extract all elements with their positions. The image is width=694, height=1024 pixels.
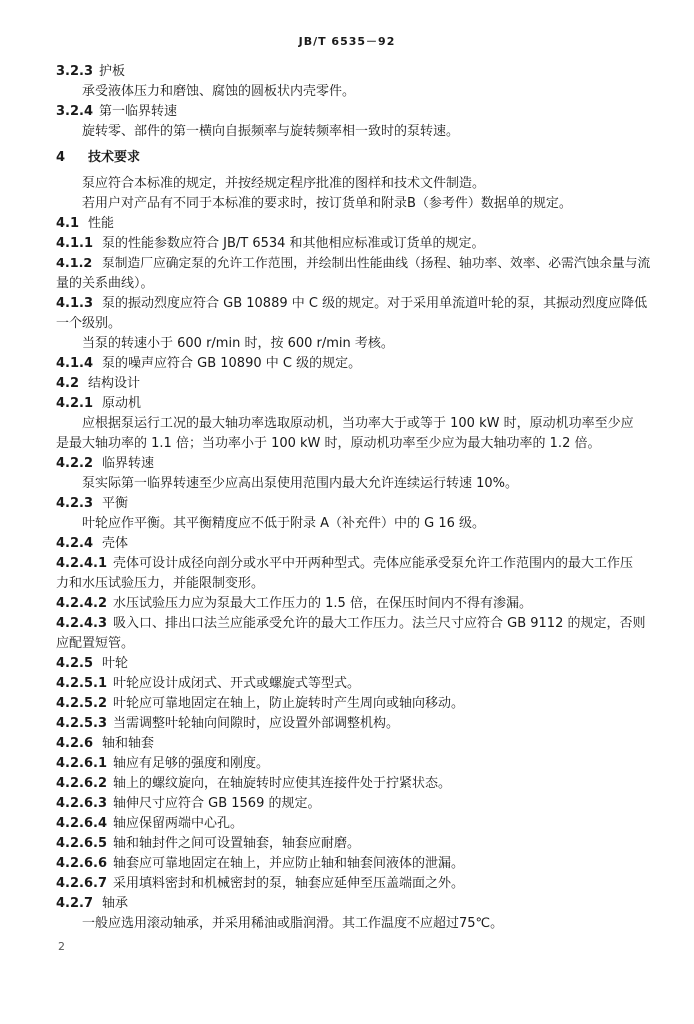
clause-title: 性能	[88, 216, 115, 231]
clause-4-1	[56, 214, 654, 234]
clause-title: 轴和轴套	[102, 736, 155, 751]
clause-4-2-4	[56, 534, 654, 554]
clause-number: 4.2.4	[56, 536, 94, 551]
clause-4-2-5-1	[56, 674, 654, 694]
clause-4-2-6-5	[56, 834, 654, 854]
clause-title: 结构设计	[88, 376, 141, 391]
section-number: 4	[56, 150, 66, 165]
clause-number: 4.1.2	[56, 256, 93, 271]
clause-4-2-6-3	[56, 794, 654, 814]
clause-number: 4.2.6.4	[56, 816, 107, 831]
clause-number: 4.1.3	[56, 296, 94, 311]
clause-text: 轴上的螺纹旋向，在轴旋转时应使其连接件处于拧紧状态。	[113, 776, 452, 791]
clause-number: 4.2.5.3	[56, 716, 107, 731]
clause-text: 叶轮应设计成闭式、开式或螺旋式等型式。	[113, 676, 361, 691]
clause-4-2-5-2	[56, 694, 654, 714]
clause-text: 泵的性能参数应符合 JB/T 6534 和其他相应标准或订货单的规定。	[102, 236, 485, 251]
clause-number: 4.2.5.2	[56, 696, 107, 711]
page-number: 2	[58, 940, 65, 953]
paragraph: 泵应符合本标准的规定，并按经规定程序批准的图样和技术文件制造。	[82, 176, 486, 191]
clause-4-1-1	[56, 234, 654, 254]
clause-text: 轴和轴封件之间可设置轴套，轴套应耐磨。	[113, 836, 361, 851]
paragraph-continuation: 是最大轴功率的 1.1 倍；当功率小于 100 kW 时，原动机功率至少应为最大轴功率的 1.2 倍。	[56, 436, 601, 451]
clause-text: 水压试验压力应为泵最大工作压力的 1.5 倍，在保压时间内不得有渗漏。	[113, 596, 532, 611]
clause-number: 4.2.6.3	[56, 796, 107, 811]
paragraph: 承受液体压力和磨蚀、腐蚀的圆板状内壳零件。	[82, 84, 356, 99]
clause-text: 轴套应可靠地固定在轴上，并应防止轴和轴套间液体的泄漏。	[113, 856, 465, 871]
clause-4-2-4-2	[56, 594, 654, 614]
clause-number: 4.2.2	[56, 456, 94, 471]
paragraph: 旋转零、部件的第一横向自振频率与旋转频率相一致时的泵转速。	[82, 124, 460, 139]
clause-number: 3.2.3	[56, 64, 94, 79]
clause-number: 3.2.4	[56, 104, 94, 119]
clause-4-2-4-3	[56, 614, 654, 634]
clause-4-2-6-6	[56, 854, 654, 874]
clause-number: 4.2.4.1	[56, 556, 107, 571]
clause-number: 4.2.6.5	[56, 836, 107, 851]
clause-title: 临界转速	[102, 456, 155, 471]
clause-text: 轴应有足够的强度和刚度。	[113, 756, 270, 771]
clause-title: 平衡	[102, 496, 129, 511]
clause-4-2-6-4	[56, 814, 654, 834]
clause-number: 4.2.3	[56, 496, 94, 511]
clause-text: 叶轮应可靠地固定在轴上，防止旋转时产生周向或轴向移动。	[113, 696, 465, 711]
clause-number: 4.1.4	[56, 356, 94, 371]
clause-title: 轴承	[102, 896, 129, 911]
clause-number: 4.2.7	[56, 896, 94, 911]
clause-number: 4.2.4.2	[56, 596, 107, 611]
clause-number: 4.2.6.7	[56, 876, 107, 891]
paragraph: 泵实际第一临界转速至少应高出泵使用范围内最大允许连续运行转速 10%。	[82, 476, 519, 491]
paragraph-continuation: 力和水压试验压力，并能限制变形。	[56, 576, 265, 591]
clause-title: 壳体	[102, 536, 129, 551]
clause-4-2-6-7	[56, 874, 654, 894]
document-body	[56, 62, 654, 934]
paragraph: 叶轮应作平衡。其平衡精度应不低于附录 A（补充件）中的 G 16 级。	[82, 516, 486, 531]
paragraph-continuation: 量的关系曲线）。	[56, 276, 154, 291]
clause-title: 第一临界转速	[99, 104, 178, 119]
section-title: 技术要求	[88, 150, 141, 165]
clause-number: 4.1.1	[56, 236, 94, 251]
clause-text: 壳体可设计成径向剖分或水平中开两种型式。壳体应能承受泵允许工作范围内的最大工作压	[113, 556, 634, 571]
clause-4-2-5-3	[56, 714, 654, 734]
clause-number: 4.2.4.3	[56, 616, 107, 631]
clause-text: 轴伸尺寸应符合 GB 1569 的规定。	[113, 796, 321, 811]
paragraph-continuation: 一个级别。	[56, 316, 122, 331]
clause-4-2-6-2	[56, 774, 654, 794]
clause-4-1-3	[56, 294, 654, 314]
clause-4-2-6-1	[56, 754, 654, 774]
clause-title: 原动机	[102, 396, 142, 411]
paragraph: 应根据泵运行工况的最大轴功率选取原动机，当功率大于或等于 100 kW 时，原动机功率至少应	[82, 416, 634, 431]
clause-title: 护板	[99, 64, 126, 79]
standard-header: JB/T 6535－92	[298, 35, 396, 48]
paragraph: 若用户对产品有不同于本标准的要求时，按订货单和附录B（参考件）数据单的规定。	[82, 196, 572, 211]
clause-4-2-4-1	[56, 554, 654, 574]
paragraph: 当泵的转速小于 600 r/min 时，按 600 r/min 考核。	[82, 336, 394, 351]
clause-number: 4.2.1	[56, 396, 94, 411]
clause-text: 采用填料密封和机械密封的泵，轴套应延伸至压盖端面之外。	[113, 876, 465, 891]
paragraph-continuation: 应配置短管。	[56, 636, 135, 651]
clause-4-1-2	[56, 254, 654, 274]
clause-text: 轴应保留两端中心孔。	[113, 816, 244, 831]
clause-number: 4.2.6.1	[56, 756, 107, 771]
clause-number: 4.2.5.1	[56, 676, 107, 691]
clause-number: 4.2.6.2	[56, 776, 107, 791]
clause-text: 当需调整叶轮轴向间隙时，应设置外部调整机构。	[113, 716, 400, 731]
clause-4-2-1	[56, 394, 654, 414]
clause-text: 泵的振动烈度应符合 GB 10889 中 C 级的规定。对于采用单流道叶轮的泵，其振动烈度应降低	[102, 296, 648, 311]
paragraph: 一般应选用滚动轴承，并采用稀油或脂润滑。其工作温度不应超过75℃。	[82, 916, 504, 931]
clause-4-2	[56, 374, 654, 394]
clause-3-2-4	[56, 102, 654, 122]
section-4	[56, 148, 654, 168]
clause-number: 4.2.6	[56, 736, 94, 751]
clause-text: 吸入口、排出口法兰应能承受允许的最大工作压力。法兰尺寸应符合 GB 9112 的规定，否则	[113, 616, 646, 631]
clause-4-2-5	[56, 654, 654, 674]
clause-number: 4.2	[56, 376, 80, 391]
clause-4-2-7	[56, 894, 654, 914]
clause-number: 4.1	[56, 216, 80, 231]
clause-number: 4.2.5	[56, 656, 94, 671]
clause-text: 泵制造厂应确定泵的允许工作范围，并绘制出性能曲线（扬程、轴功率、效率、必需汽蚀余量与流	[102, 256, 651, 271]
clause-4-2-3	[56, 494, 654, 514]
clause-4-2-2	[56, 454, 654, 474]
clause-4-1-4	[56, 354, 654, 374]
clause-text: 泵的噪声应符合 GB 10890 中 C 级的规定。	[102, 356, 362, 371]
clause-title: 叶轮	[102, 656, 129, 671]
clause-number: 4.2.6.6	[56, 856, 107, 871]
clause-4-2-6	[56, 734, 654, 754]
clause-3-2-3	[56, 62, 654, 82]
